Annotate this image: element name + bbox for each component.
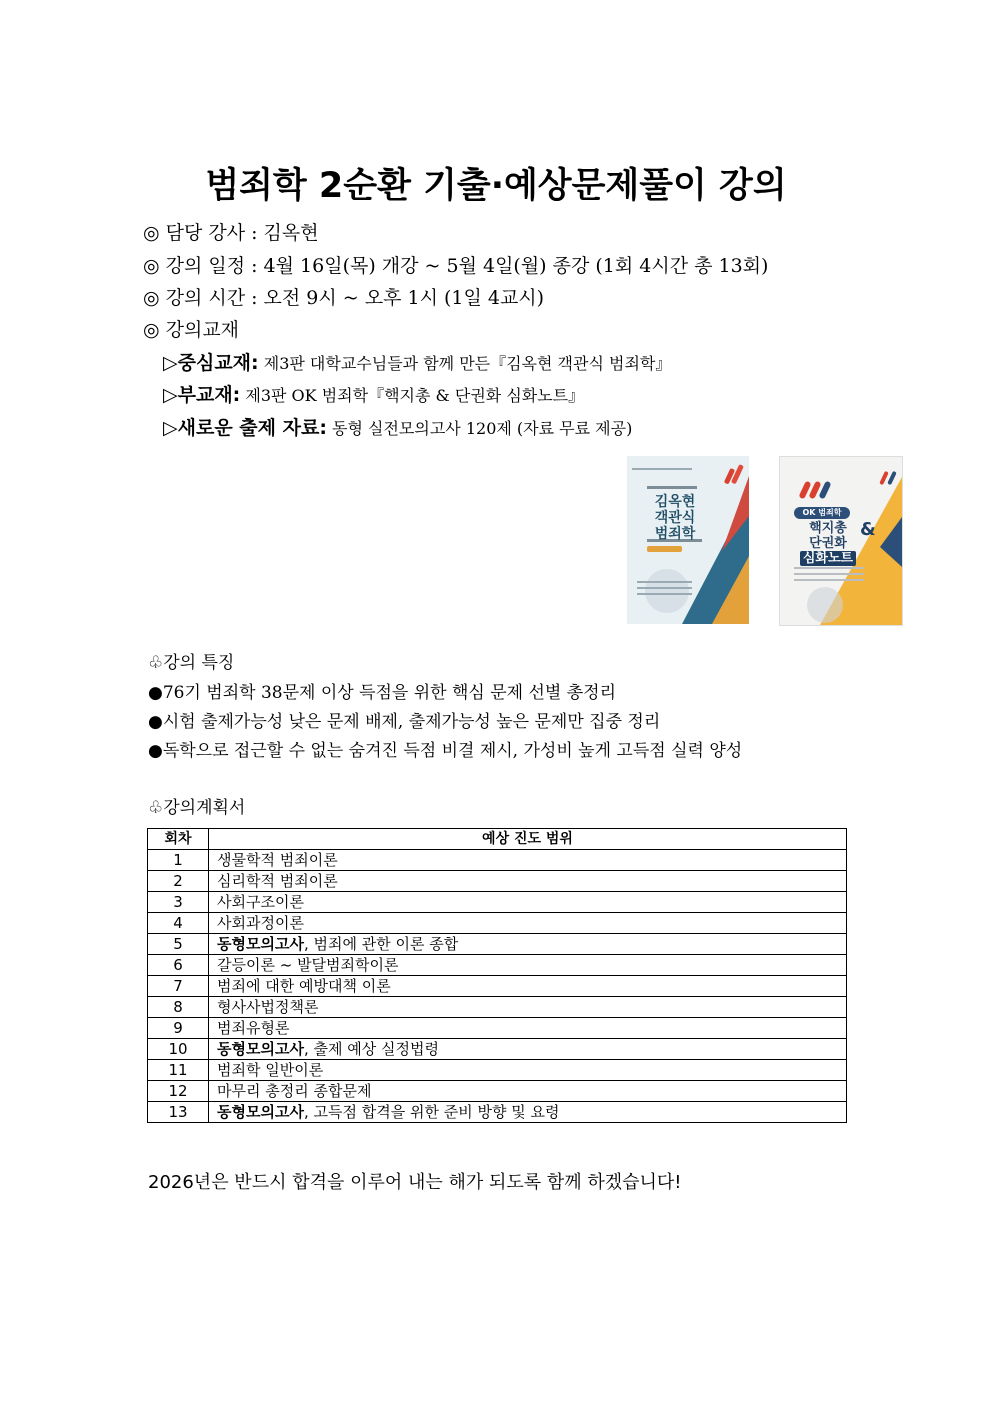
scope-text: , 고득점 합격을 위한 준비 방향 및 요령: [303, 1103, 560, 1121]
book1-title-line: 범죄학: [654, 526, 696, 542]
time-line: ◎ 강의 시간 : 오전 9시 ~ 오후 1시 (1일 4교시): [143, 287, 545, 309]
textbook-heading: ◎ 강의교재: [143, 319, 240, 341]
features-heading: ♧강의 특징: [148, 653, 235, 673]
table-body: [148, 850, 847, 1123]
main-textbook-value: 제3판 대학교수님들과 함께 만든『김옥현 객관식 범죄학』: [263, 354, 672, 373]
session-number: 6: [148, 955, 209, 976]
session-scope: [209, 1102, 847, 1123]
table-row: [148, 913, 847, 934]
session-scope: [209, 1081, 847, 1102]
session-number: 3: [148, 892, 209, 913]
session-scope: [209, 934, 847, 955]
mock-exam-label: 동형모의고사: [217, 935, 304, 953]
book2-title-line: 핵지총: [809, 521, 847, 536]
book2-title: [792, 521, 864, 566]
book2-title-line: 심화노트: [800, 551, 856, 566]
scope-text: 사회과정이론: [217, 914, 304, 932]
session-scope: [209, 1060, 847, 1081]
session-scope: [209, 1018, 847, 1039]
new-material: [163, 413, 632, 440]
scope-text: 마무리 총정리 종합문제: [217, 1082, 372, 1100]
session-number: 9: [148, 1018, 209, 1039]
scope-text: 범죄에 대한 예방대책 이론: [217, 977, 391, 995]
table-row: [148, 1060, 847, 1081]
table-row: [148, 1081, 847, 1102]
book2-ampersand: &: [860, 519, 876, 540]
session-scope: [209, 892, 847, 913]
sub-textbook-label: ▷부교재:: [163, 384, 241, 406]
scope-text: 범죄학 일반이론: [217, 1061, 324, 1079]
session-number: 12: [148, 1081, 209, 1102]
session-number: 13: [148, 1102, 209, 1123]
scope-text: 사회구조이론: [217, 893, 304, 911]
table-row: [148, 997, 847, 1018]
table-header-row: [148, 829, 847, 850]
session-number: 5: [148, 934, 209, 955]
feature-item: ●독학으로 접근할 수 없는 숨겨진 득점 비결 제시, 가성비 높게 고득점 실력 양성: [148, 741, 743, 761]
plan-heading: ♧강의계획서: [148, 798, 246, 818]
mock-exam-label: 동형모의고사: [217, 1040, 304, 1058]
mock-exam-label: 동형모의고사: [217, 1103, 304, 1121]
lecture-plan-table: [147, 828, 847, 1123]
book-cover-core-notes: [779, 456, 903, 626]
scope-text: 심리학적 범죄이론: [217, 872, 338, 890]
table-row: [148, 892, 847, 913]
session-scope: [209, 913, 847, 934]
table-row: [148, 934, 847, 955]
session-scope: [209, 955, 847, 976]
book1-title-line: 김옥현: [654, 494, 696, 510]
book-cover-objective-criminology: [627, 456, 749, 624]
session-number: 10: [148, 1039, 209, 1060]
scope-text: , 범죄에 관한 이론 종합: [303, 935, 459, 953]
new-material-value: 동형 실전모의고사 120제 (자료 무료 제공): [332, 419, 633, 438]
table-row: [148, 1018, 847, 1039]
column-header-session: 회차: [148, 829, 209, 850]
session-scope: [209, 850, 847, 871]
session-number: 4: [148, 913, 209, 934]
table-row: [148, 850, 847, 871]
session-number: 8: [148, 997, 209, 1018]
feature-item: ●시험 출제가능성 낮은 문제 배제, 출제가능성 높은 문제만 집중 정리: [148, 712, 661, 732]
table-row: [148, 955, 847, 976]
scope-text: 갈등이론 ~ 발달범죄학이론: [217, 956, 399, 974]
book1-title: [635, 494, 715, 542]
session-number: 7: [148, 976, 209, 997]
sub-textbook: [163, 380, 584, 407]
scope-text: , 출제 예상 실정법령: [303, 1040, 439, 1058]
book1-title-line: 객관식: [654, 510, 696, 526]
instructor-line: ◎ 담당 강사 : 김옥현: [143, 222, 319, 244]
column-header-scope: 예상 진도 범위: [209, 829, 847, 850]
session-number: 2: [148, 871, 209, 892]
table-row: [148, 1039, 847, 1060]
session-scope: [209, 1039, 847, 1060]
main-textbook: [163, 348, 671, 375]
page-title: 범죄학 2순환 기출·예상문제풀이 강의: [205, 166, 787, 206]
closing-message: 2026년은 반드시 합격을 이루어 내는 해가 되도록 함께 하겠습니다!: [148, 1172, 682, 1193]
scope-text: 형사사법정책론: [217, 998, 319, 1016]
table-row: [148, 976, 847, 997]
scope-text: 생물학적 범죄이론: [217, 851, 338, 869]
new-material-label: ▷새로운 출제 자료:: [163, 417, 327, 439]
table-row: [148, 871, 847, 892]
schedule-line: ◎ 강의 일정 : 4월 16일(목) 개강 ~ 5월 4일(월) 종강 (1회 4시간 총 13회): [143, 255, 769, 277]
feature-item: ●76기 범죄학 38문제 이상 득점을 위한 핵심 문제 선별 총정리: [148, 683, 617, 703]
session-number: 1: [148, 850, 209, 871]
book2-title-line: 단권화: [809, 536, 847, 551]
session-scope: [209, 997, 847, 1018]
session-number: 11: [148, 1060, 209, 1081]
book2-badge: OK 범죄학: [802, 508, 842, 517]
session-scope: [209, 976, 847, 997]
scope-text: 범죄유형론: [217, 1019, 290, 1037]
session-scope: [209, 871, 847, 892]
table-row: [148, 1102, 847, 1123]
sub-textbook-value: 제3판 OK 범죄학『핵지총 & 단권화 심화노트』: [245, 386, 585, 405]
main-textbook-label: ▷중심교재:: [163, 352, 259, 374]
